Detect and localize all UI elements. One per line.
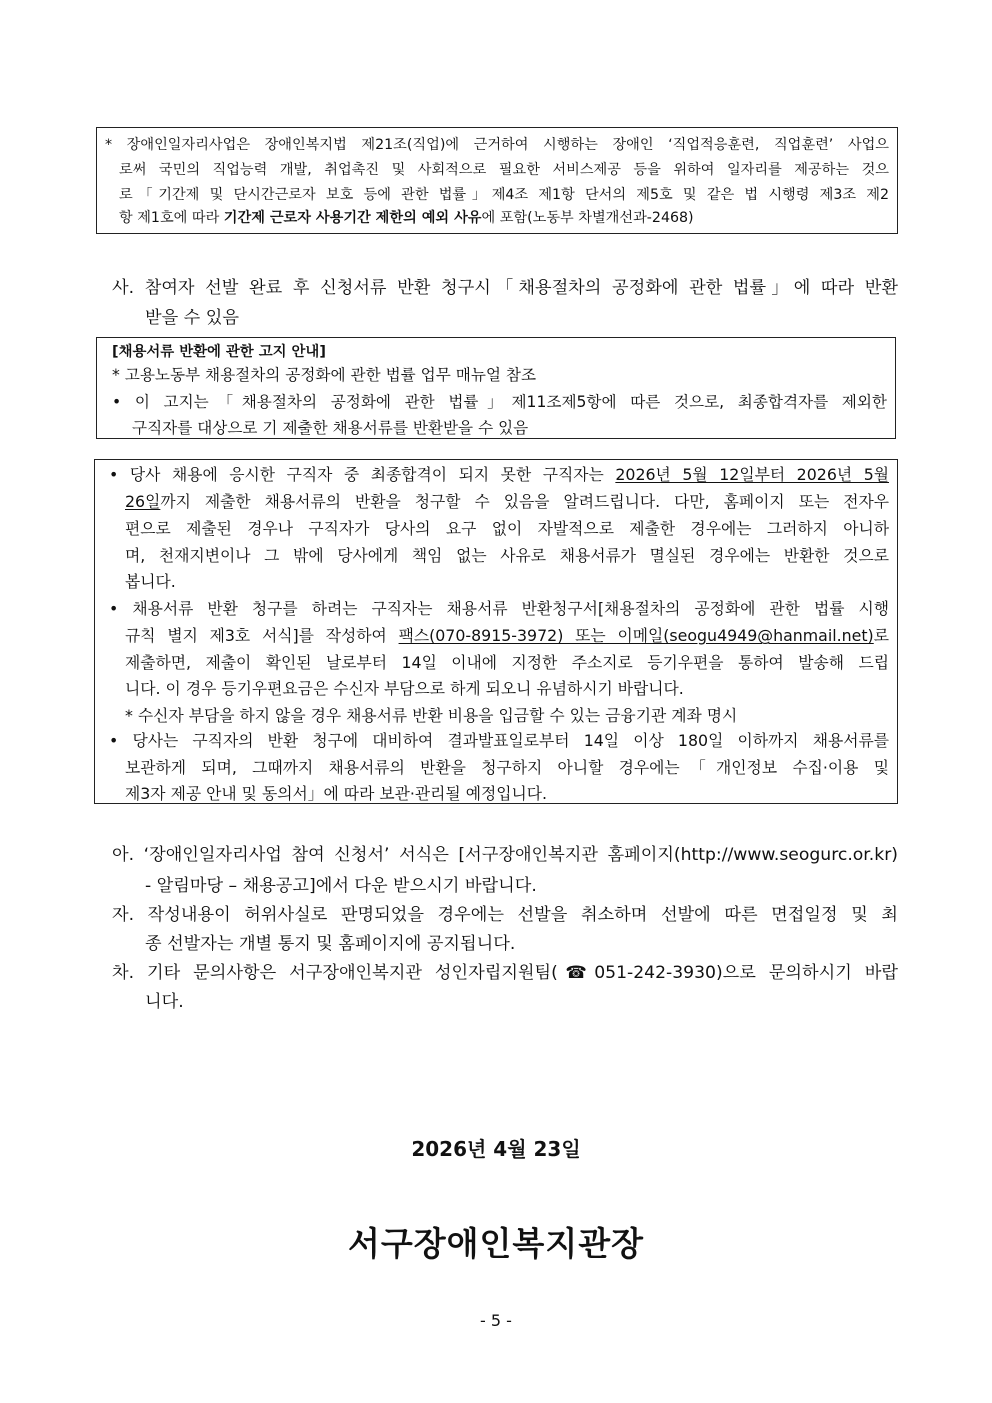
detail-b3-line-2: 보관하게 되며, 그때까지 채용서류의 반환을 청구하지 아니할 경우에는「개인정보 수집·이용 및 bbox=[125, 758, 889, 777]
detail-b2-line-3: 제출하면, 제출이 확인된 날로부터 14일 이내에 지정한 주소지로 등기우편을 통하여 발송해 드립 bbox=[125, 653, 889, 672]
return-notice-reference: * 고용노동부 채용절차의 공정화에 관한 법률 업무 매뉴얼 참조 bbox=[112, 366, 537, 384]
return-notice-bullet-line-2: 구직자를 대상으로 기 제출한 채용서류를 반환받을 수 있음 bbox=[132, 419, 529, 437]
detail-b2-note: * 수신자 부담을 하지 않을 경우 채용서류 반환 비용을 입금할 수 있는 금융기관 계좌 명시 bbox=[125, 706, 738, 725]
notice-bold-text: 기간제 근로자 사용기간 제한의 예외 사유 bbox=[223, 210, 482, 226]
item-sa-line-1: 사. 참여자 선발 완료 후 신청서류 반환 청구시「채용절차의 공정화에 관한 법률」에 따라 반환 bbox=[112, 278, 898, 298]
page-number: - 5 - bbox=[480, 1311, 512, 1330]
detail-b2-line-2: 규칙 별지 제3호 서식]를 작성하여 팩스(070-8915-3972) 또는 이메일(seogu4949@hanmail.net)로 bbox=[125, 626, 889, 645]
detail-b1-line-5: 봅니다. bbox=[125, 572, 176, 591]
legal-basis-notice-box bbox=[96, 127, 898, 234]
detail-b2-line-4: 니다. 이 경우 등기우편요금은 수신자 부담으로 하게 되오니 유념하시기 바랍니다. bbox=[125, 679, 684, 698]
notice-line-3: 로「기간제 및 단시간근로자 보호 등에 관한 법률」제4조 제1항 단서의 제5호 및 같은 법 시행령 제3조 제2 bbox=[119, 187, 889, 203]
notice-line-1: * 장애인일자리사업은 장애인복지법 제21조(직업)에 근거하여 시행하는 장애인 ‘직업적응훈련, 직업훈련’ 사업으 bbox=[105, 137, 889, 153]
detail-b1-line-2: 26일까지 제출한 채용서류의 반환을 청구할 수 있음을 알려드립니다. 다만, 홈페이지 또는 전자우 bbox=[125, 492, 889, 511]
document-date: 2026년 4월 23일 bbox=[411, 1137, 581, 1161]
item-cha-line-1: 차. 기타 문의사항은 서구장애인복지관 성인자립지원팀(☎051-242-3930)으로 문의하시기 바랍 bbox=[112, 963, 898, 983]
item-cha-line-2: 니다. bbox=[145, 992, 184, 1012]
detail-b3-line-3: 제3자 제공 안내 및 동의서」에 따라 보관·관리될 예정입니다. bbox=[125, 784, 548, 803]
detail-b1-line-4: 며, 천재지변이나 그 밖에 당사에게 책임 없는 사유로 채용서류가 멸실된 경우에는 반환한 것으로 bbox=[125, 546, 889, 565]
notice-line-4: 항 제1호에 따라 기간제 근로자 사용기간 제한의 예외 사유에 포함(노동부 차별개선과-2468) bbox=[119, 210, 694, 226]
document-return-details-box bbox=[94, 459, 898, 804]
detail-b1-line-1: • 당사 채용에 응시한 구직자 중 최종합격이 되지 못한 구직자는 2026년 5월 12일부터 2026년 5월 bbox=[109, 465, 889, 484]
return-notice-title: [채용서류 반환에 관한 고지 안내] bbox=[112, 344, 326, 360]
detail-b3-line-1: • 당사는 구직자의 반환 청구에 대비하여 결과발표일로부터 14일 이상 180일 이하까지 채용서류를 bbox=[109, 731, 889, 750]
item-ja-line-1: 자. 작성내용이 허위사실로 판명되었을 경우에는 선발을 취소하며 선발에 따른 면접일정 및 최 bbox=[112, 905, 898, 925]
detail-b2-line-1: • 채용서류 반환 청구를 하려는 구직자는 채용서류 반환청구서[채용절차의 공정화에 관한 법률 시행 bbox=[109, 599, 889, 618]
item-a-line-2: - 알림마당 – 채용공고]에서 다운 받으시기 바랍니다. bbox=[145, 876, 537, 896]
detail-b1-line-3: 편으로 제출된 경우나 구직자가 당사의 요구 없이 자발적으로 제출한 경우에는 그러하지 아니하 bbox=[125, 519, 889, 538]
return-notice-bullet-line-1: • 이 고지는「채용절차의 공정화에 관한 법률」제11조제5항에 따른 것으로, 최종합격자를 제외한 bbox=[112, 393, 887, 411]
notice-line-2: 로써 국민의 직업능력 개발, 취업촉진 및 사회적으로 필요한 서비스제공 등을 위하여 일자리를 제공하는 것으 bbox=[119, 162, 889, 178]
fax-email-underlined: 팩스(070-8915-3972) 또는 이메일(seogu4949@hanmail.net) bbox=[398, 626, 874, 645]
return-period-underlined: 2026년 5월 12일부터 2026년 5월 bbox=[615, 465, 889, 484]
item-a-line-1: 아. ‘장애인일자리사업 참여 신청서’ 서식은 [서구장애인복지관 홈페이지(http://www.seogurc.or.kr) bbox=[112, 845, 898, 865]
item-ja-line-2: 종 선발자는 개별 통지 및 홈페이지에 공지됩니다. bbox=[145, 934, 516, 954]
document-return-notice-box bbox=[96, 337, 896, 439]
organization-signature: 서구장애인복지관장 bbox=[348, 1224, 644, 1263]
item-sa-line-2: 받을 수 있음 bbox=[145, 308, 239, 328]
